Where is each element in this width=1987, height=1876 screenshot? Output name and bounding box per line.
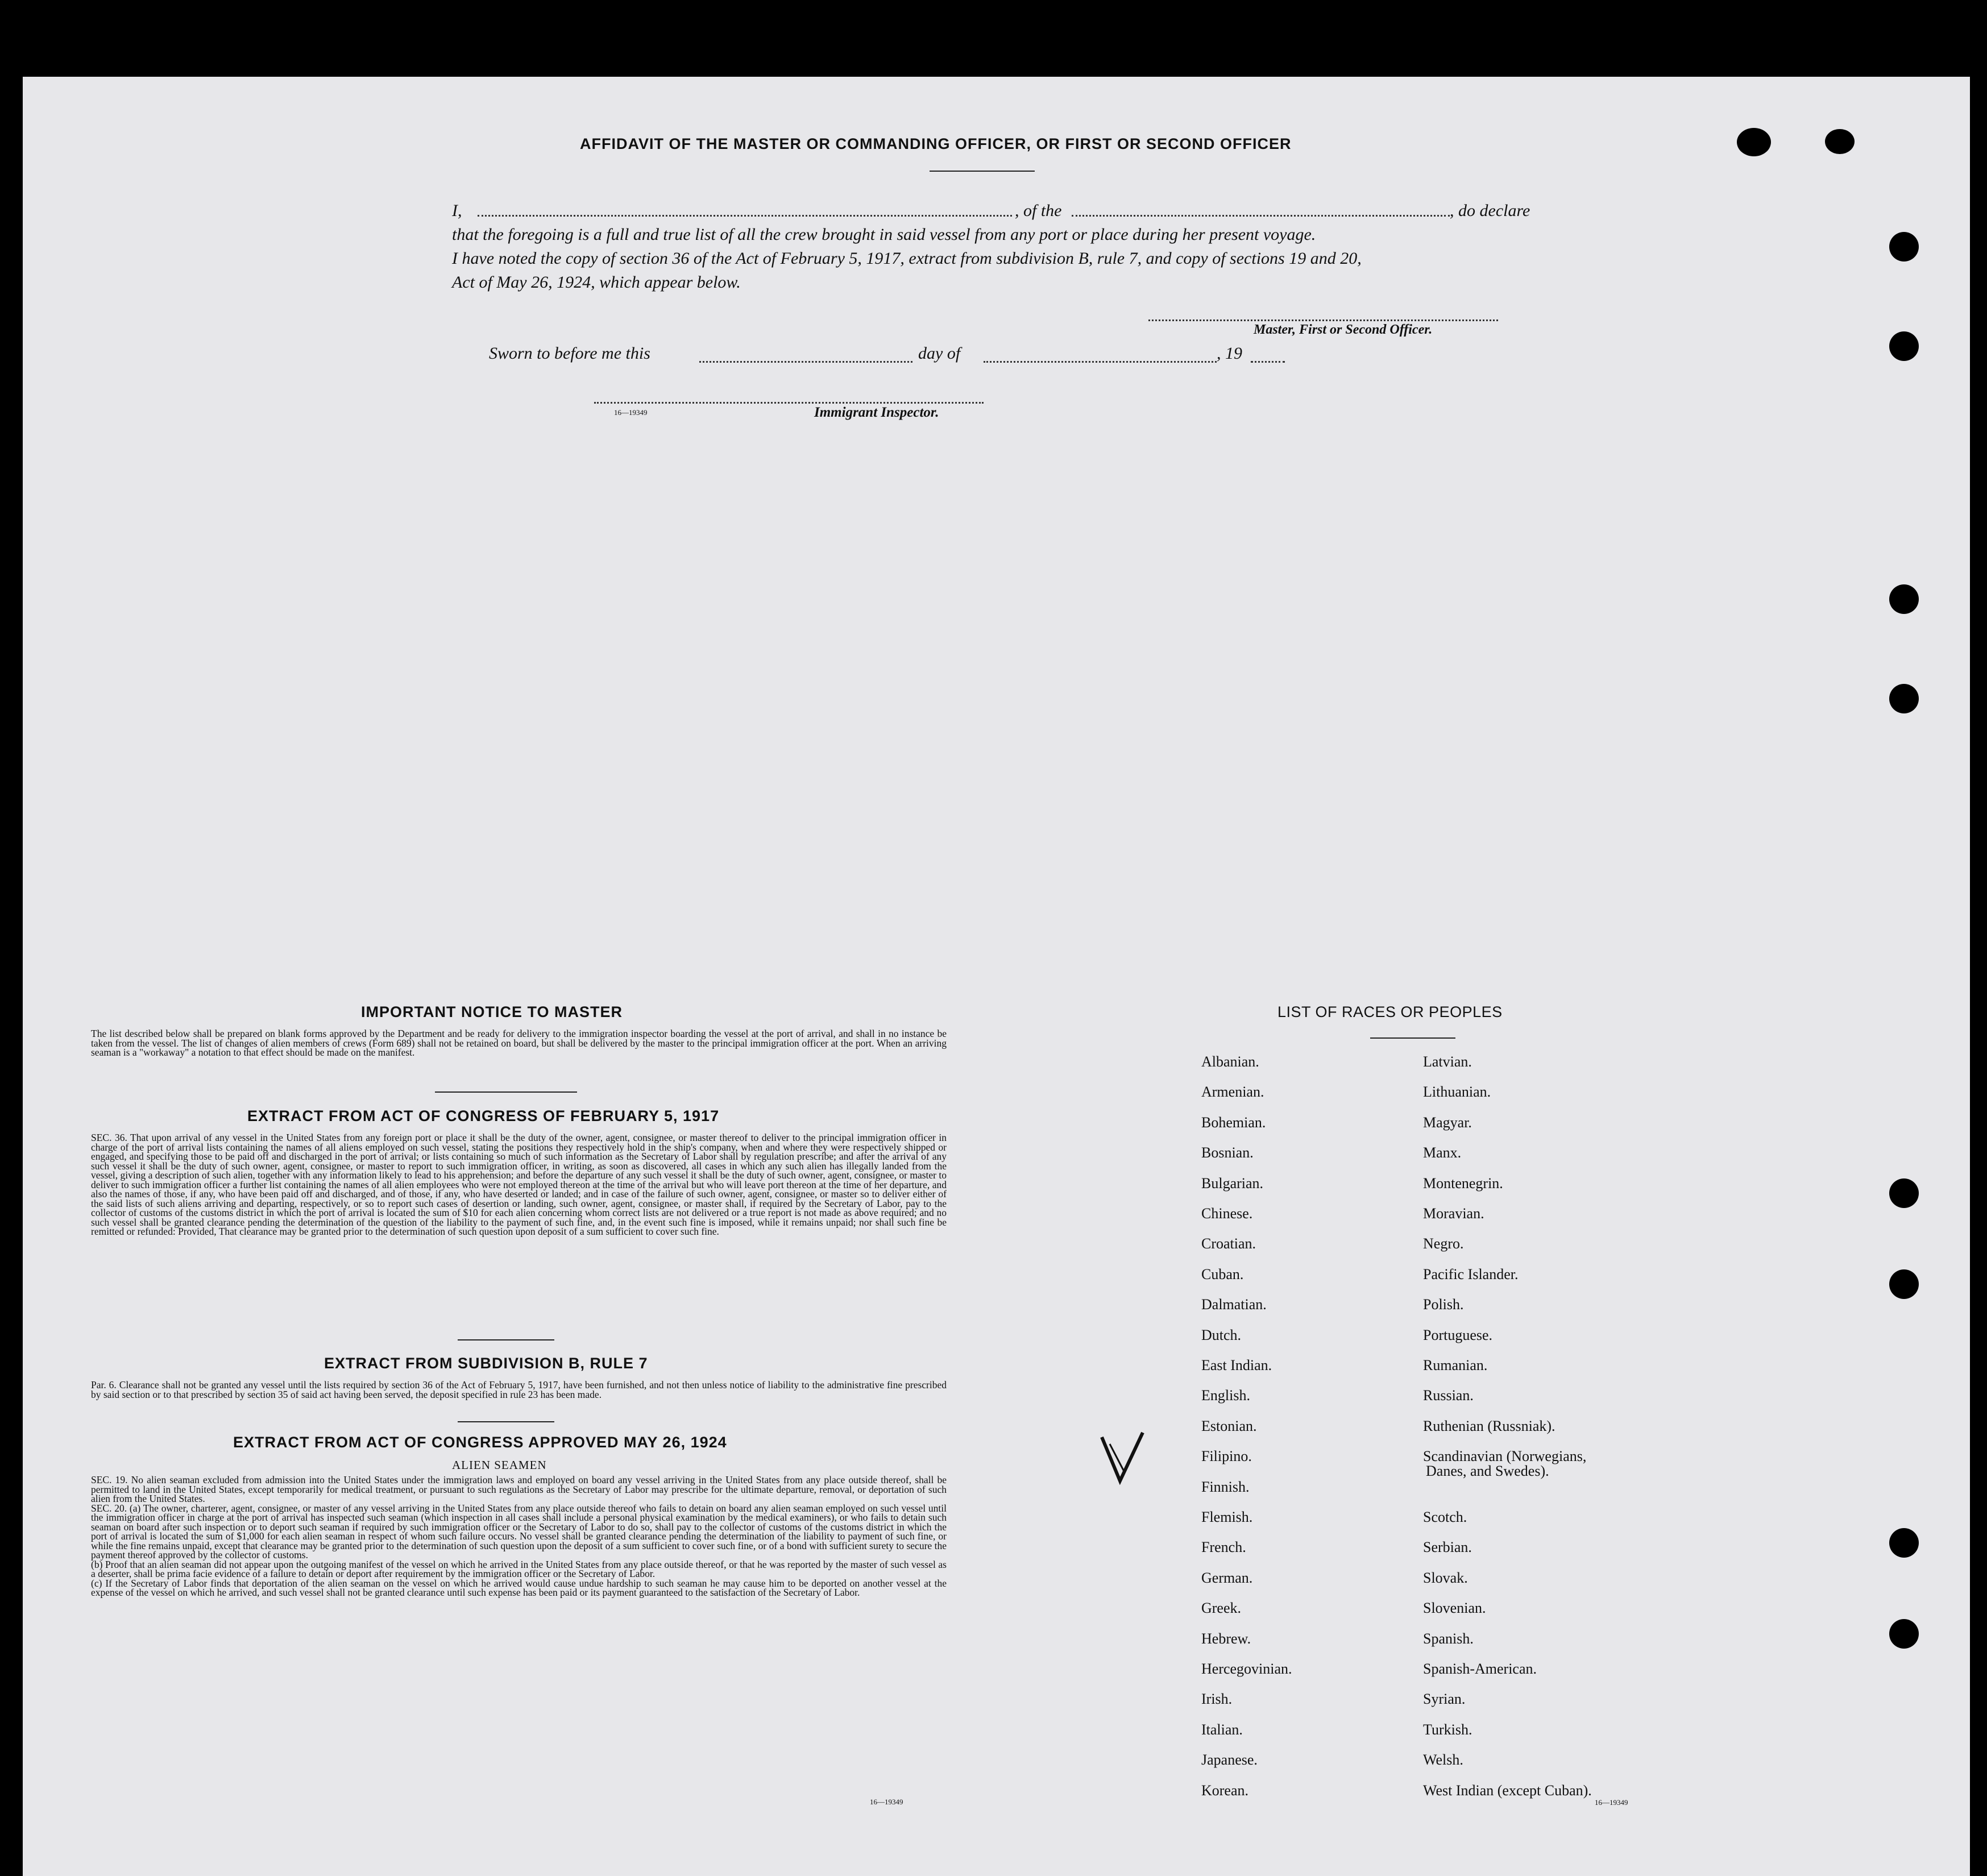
of-the-label: , of the [1015, 201, 1062, 220]
race-item: Negro. [1423, 1235, 1464, 1252]
punch-hole [1889, 232, 1919, 262]
title-divider [930, 171, 1035, 172]
race-item: Spanish. [1423, 1630, 1474, 1647]
alien-seamen-subtitle: ALIEN SEAMEN [452, 1458, 547, 1472]
races-divider [1370, 1037, 1455, 1039]
inspector-signature-field[interactable] [594, 402, 984, 404]
extract-1917-title: EXTRACT FROM ACT OF CONGRESS OF FEBRUARY 5, 1917 [247, 1107, 720, 1124]
race-item: East Indian. [1201, 1357, 1272, 1373]
form-number: 16—19349 [614, 408, 648, 417]
notice-text: The list described below shall be prepared on blank forms approved by the Department and be ready for delivery to the immigration inspector boarding the vessel at the port of arrival, and shall in no instance be taken from the vessel. The list of changes of alien members of crews (Form 689) shall not be retained on board, but shall be delivered by the master to the principal immigration officer at the port. When an arriving seaman is a "workaway" a notation to that effect should be made on the manifest. [91, 1028, 947, 1058]
section-divider [435, 1091, 577, 1093]
race-item: Manx. [1423, 1144, 1462, 1161]
race-item: Latvian. [1423, 1053, 1472, 1070]
race-item: Pacific Islander. [1423, 1265, 1519, 1283]
form-number: 16—19349 [1595, 1798, 1628, 1807]
sec-19-text: SEC. 19. No alien seaman excluded from admission into the United States under the immigration laws and employed on board any vessel arriving in the United States from any place outside thereof, shall be permitted to land in the United States, except temporarily for medical treatment, or pursuant to such regulations as the Secretary of Labor may prescribe for the ultimate departure, removal, or deportation of such alien from the United States. [91, 1474, 947, 1504]
name-field[interactable] [478, 215, 1012, 217]
race-item: West Indian (except Cuban). [1423, 1782, 1592, 1799]
punch-hole [1889, 1619, 1919, 1649]
race-item: Slovenian. [1423, 1600, 1486, 1617]
race-item: Hebrew. [1201, 1630, 1251, 1647]
race-item: Bohemian. [1201, 1114, 1266, 1131]
race-item: Portuguese. [1423, 1326, 1493, 1343]
race-item: Filipino. [1201, 1448, 1252, 1465]
punch-hole [1889, 1269, 1919, 1299]
race-item: Croatian. [1201, 1235, 1256, 1252]
race-item: Turkish. [1423, 1721, 1472, 1738]
race-item: Dalmatian. [1201, 1296, 1267, 1313]
race-item: Slovak. [1423, 1569, 1468, 1586]
document-sheet [23, 77, 1970, 1876]
race-item: Syrian. [1423, 1691, 1466, 1708]
sworn-line [489, 344, 1285, 369]
declaration-line-2: that the foregoing is a full and true list of all the crew brought in said vessel from any port or place during her present voyage. [452, 225, 1316, 244]
punch-hole [1889, 584, 1919, 614]
race-item: French. [1201, 1539, 1246, 1556]
race-item: Lithuanian. [1423, 1084, 1491, 1101]
scandinavian-continuation: Danes, and Swedes). [1426, 1463, 1549, 1479]
punch-hole [1737, 128, 1771, 156]
punch-hole [1889, 1178, 1919, 1208]
punch-hole [1889, 684, 1919, 713]
extract-1917-text: SEC. 36. That upon arrival of any vessel in the United States from any foreign port or place it shall be the duty of the owner, agent, consignee, or master thereof to deliver to the principal immigration officer in charge of the port of arrival lists containing the names of all aliens employed on such vessel, stating the positions they respectively hold in the ship's company, when and where they were respectively shipped or engaged, and specifying those to be paid off and discharged in the port of arrival; or lists containing so much of such information as the Secretary of Labor shall by regulation prescribe; and after the arrival of any such vessel it shall be the duty of such owner, agent, consignee, or master to report to such immigration officer, in writing, as soon as discovered, all cases in which any such alien has illegally landed from the vessel, giving a description of such alien, together with any information likely to lead to his apprehension; and before the departure of any such vessel it shall be the duty of such owner, agent, consignee, or master to deliver to such immigration officer a further list containing the names of all alien employees who were not employed thereon at the time of the arrival but who will leave port thereon at the time of her departure, and also the names of those, if any, who have been paid off and discharged, and of those, if any, who have deserted or landed; and in case of the failure of such owner, agent, consignee, or master so to deliver either of the said lists of such aliens arriving and departing, respectively, or so to report such cases of desertion or landing, such owner, agent, consignee, or master shall, if required by the Secretary of Labor, pay to the collector of customs of the customs district in which the port of arrival is located the sum of $10 for each alien concerning whom correct lists are not delivered or a true report is not made as above required; and no such vessel shall be granted clearance pending the determination of the question of the liability to the payment of such fine, and, in the event such fine is imposed, while it remains unpaid; nor shall such fine be remitted or refunded: Provided, That clearance may be granted prior to the determination of such question upon deposit of a sum sufficient to cover such fine. [91, 1132, 947, 1237]
month-field[interactable] [984, 361, 1217, 363]
race-item: Armenian. [1201, 1084, 1264, 1101]
race-item: Polish. [1423, 1296, 1464, 1313]
punch-hole [1825, 129, 1855, 154]
race-item: Chinese. [1201, 1205, 1253, 1222]
races-title: LIST OF RACES OR PEOPLES [1277, 1003, 1503, 1020]
race-item: Hercegovinian. [1201, 1661, 1292, 1677]
sec-20c-text: (c) If the Secretary of Labor finds that deportation of the alien seaman on the vessel on which he arrived would cause undue hardship to such seaman he may cause him to be deported on another vessel at the expense of the vessel on which he arrived, and such vessel shall not be granted clearance until such expense has been paid or its payment guaranteed to the satisfaction of the Secretary of Labor. [91, 1577, 947, 1598]
section-divider [458, 1339, 554, 1340]
affidavit-title: AFFIDAVIT OF THE MASTER OR COMMANDING OFFICER, OR FIRST OR SECOND OFFICER [580, 135, 1292, 152]
master-label: Master, First or Second Officer. [1254, 322, 1433, 337]
sworn-label: Sworn to before me this [489, 344, 650, 363]
race-item: English. [1201, 1387, 1250, 1404]
race-item: Irish. [1201, 1691, 1233, 1708]
race-item: Moravian. [1423, 1205, 1484, 1222]
punch-hole [1889, 331, 1919, 361]
day-of-label: day of [918, 344, 961, 363]
race-item: Montenegrin. [1423, 1174, 1503, 1192]
race-item: Cuban. [1201, 1265, 1244, 1283]
sec-20a-text: SEC. 20. (a) The owner, charterer, agent, consignee, or master of any vessel arriving in the United States from any place outside thereof who fails to detain on board any alien seaman employed on such vessel until the immigration officer in charge at the port of arrival has inspected such seaman (which inspection in all cases shall include a personal physical examination by the medical examiners), or who fails to detain such seaman on board after such inspection or to deport such seaman if required by such immigration officer or the Secretary of Labor to do so, shall pay to the collector of customs of the customs district in which the port of arrival is located the sum of $1,000 for each alien seaman in respect of whom such failure occurs. No vessel shall be granted clearance pending the determination of the liability to payment of such fine, or while the fine remains unpaid, except that clearance may be granted prior to the determination of such question upon the deposit of a sum sufficient to cover such fine, or of a bond with sufficient surety to secure the payment thereof approved by the collector of customs. [91, 1502, 947, 1560]
subdivision-b-title: EXTRACT FROM SUBDIVISION B, RULE 7 [324, 1355, 648, 1372]
section-divider [458, 1421, 554, 1422]
notice-title: IMPORTANT NOTICE TO MASTER [361, 1003, 623, 1020]
year-label: , 19 [1217, 344, 1242, 363]
extract-1924-text [91, 1475, 947, 1597]
race-item: Albanian. [1201, 1053, 1259, 1070]
punch-hole [1889, 1528, 1919, 1558]
race-item: Ruthenian (Russniak). [1423, 1417, 1555, 1434]
race-item: Welsh. [1423, 1752, 1463, 1769]
master-signature-field[interactable] [1148, 319, 1498, 321]
vessel-field[interactable] [1072, 215, 1450, 217]
year-field[interactable] [1251, 361, 1285, 363]
day-field[interactable] [699, 361, 912, 363]
race-item: Dutch. [1201, 1326, 1242, 1343]
check-mark-icon [1097, 1427, 1148, 1489]
extract-1924-title: EXTRACT FROM ACT OF CONGRESS APPROVED MAY 26, 1924 [233, 1434, 727, 1451]
do-declare-label: , do declare [1450, 201, 1530, 220]
race-item: Russian. [1423, 1387, 1474, 1404]
declaration-line-3: I have noted the copy of section 36 of the Act of February 5, 1917, extract from subdivision B, rule 7, and copy of sections 19 and 20, [452, 249, 1362, 268]
race-item: Bosnian. [1201, 1144, 1254, 1161]
race-item: German. [1201, 1569, 1253, 1586]
affidavit-block [452, 199, 1544, 294]
declaration-line [452, 199, 1544, 223]
declaration-line-4: Act of May 26, 1924, which appear below. [452, 273, 741, 292]
sec-20b-text: (b) Proof that an alien seaman did not appear upon the outgoing manifest of the vessel on which he arrived in the United States from any place outside thereof, or that he was reported by the master of such vessel as a deserter, shall be prima facie evidence of a failure to detain or deport after requirement by the immigration officer or the Secretary of Labor. [91, 1558, 947, 1579]
race-item: Rumanian. [1423, 1357, 1488, 1373]
inspector-label: Immigrant Inspector. [814, 405, 939, 420]
race-item: Italian. [1201, 1721, 1243, 1738]
subdivision-b-text: Par. 6. Clearance shall not be granted any vessel until the lists required by section 36 of the Act of February 5, 1917, have been furnished, and not then unless notice of liability to the administrative fine prescribed by said section or to that prescribed by section 35 of said act having been served, the deposit specified in rule 23 has been made. [91, 1379, 947, 1400]
race-item: Flemish. [1201, 1509, 1253, 1525]
race-item: Scotch. [1423, 1509, 1467, 1525]
race-item: Japanese. [1201, 1752, 1258, 1769]
i-label: I, [452, 201, 462, 220]
race-item: Bulgarian. [1201, 1174, 1264, 1192]
race-item: Korean. [1201, 1782, 1249, 1799]
race-item: Estonian. [1201, 1417, 1257, 1434]
race-item: Serbian. [1423, 1539, 1472, 1556]
form-number: 16—19349 [870, 1798, 903, 1806]
race-item: Greek. [1201, 1600, 1242, 1617]
race-item: Spanish-American. [1423, 1661, 1537, 1677]
race-item: Scandinavian (Norwegians, [1423, 1448, 1587, 1465]
race-item: Finnish. [1201, 1478, 1250, 1495]
race-item: Magyar. [1423, 1114, 1472, 1131]
